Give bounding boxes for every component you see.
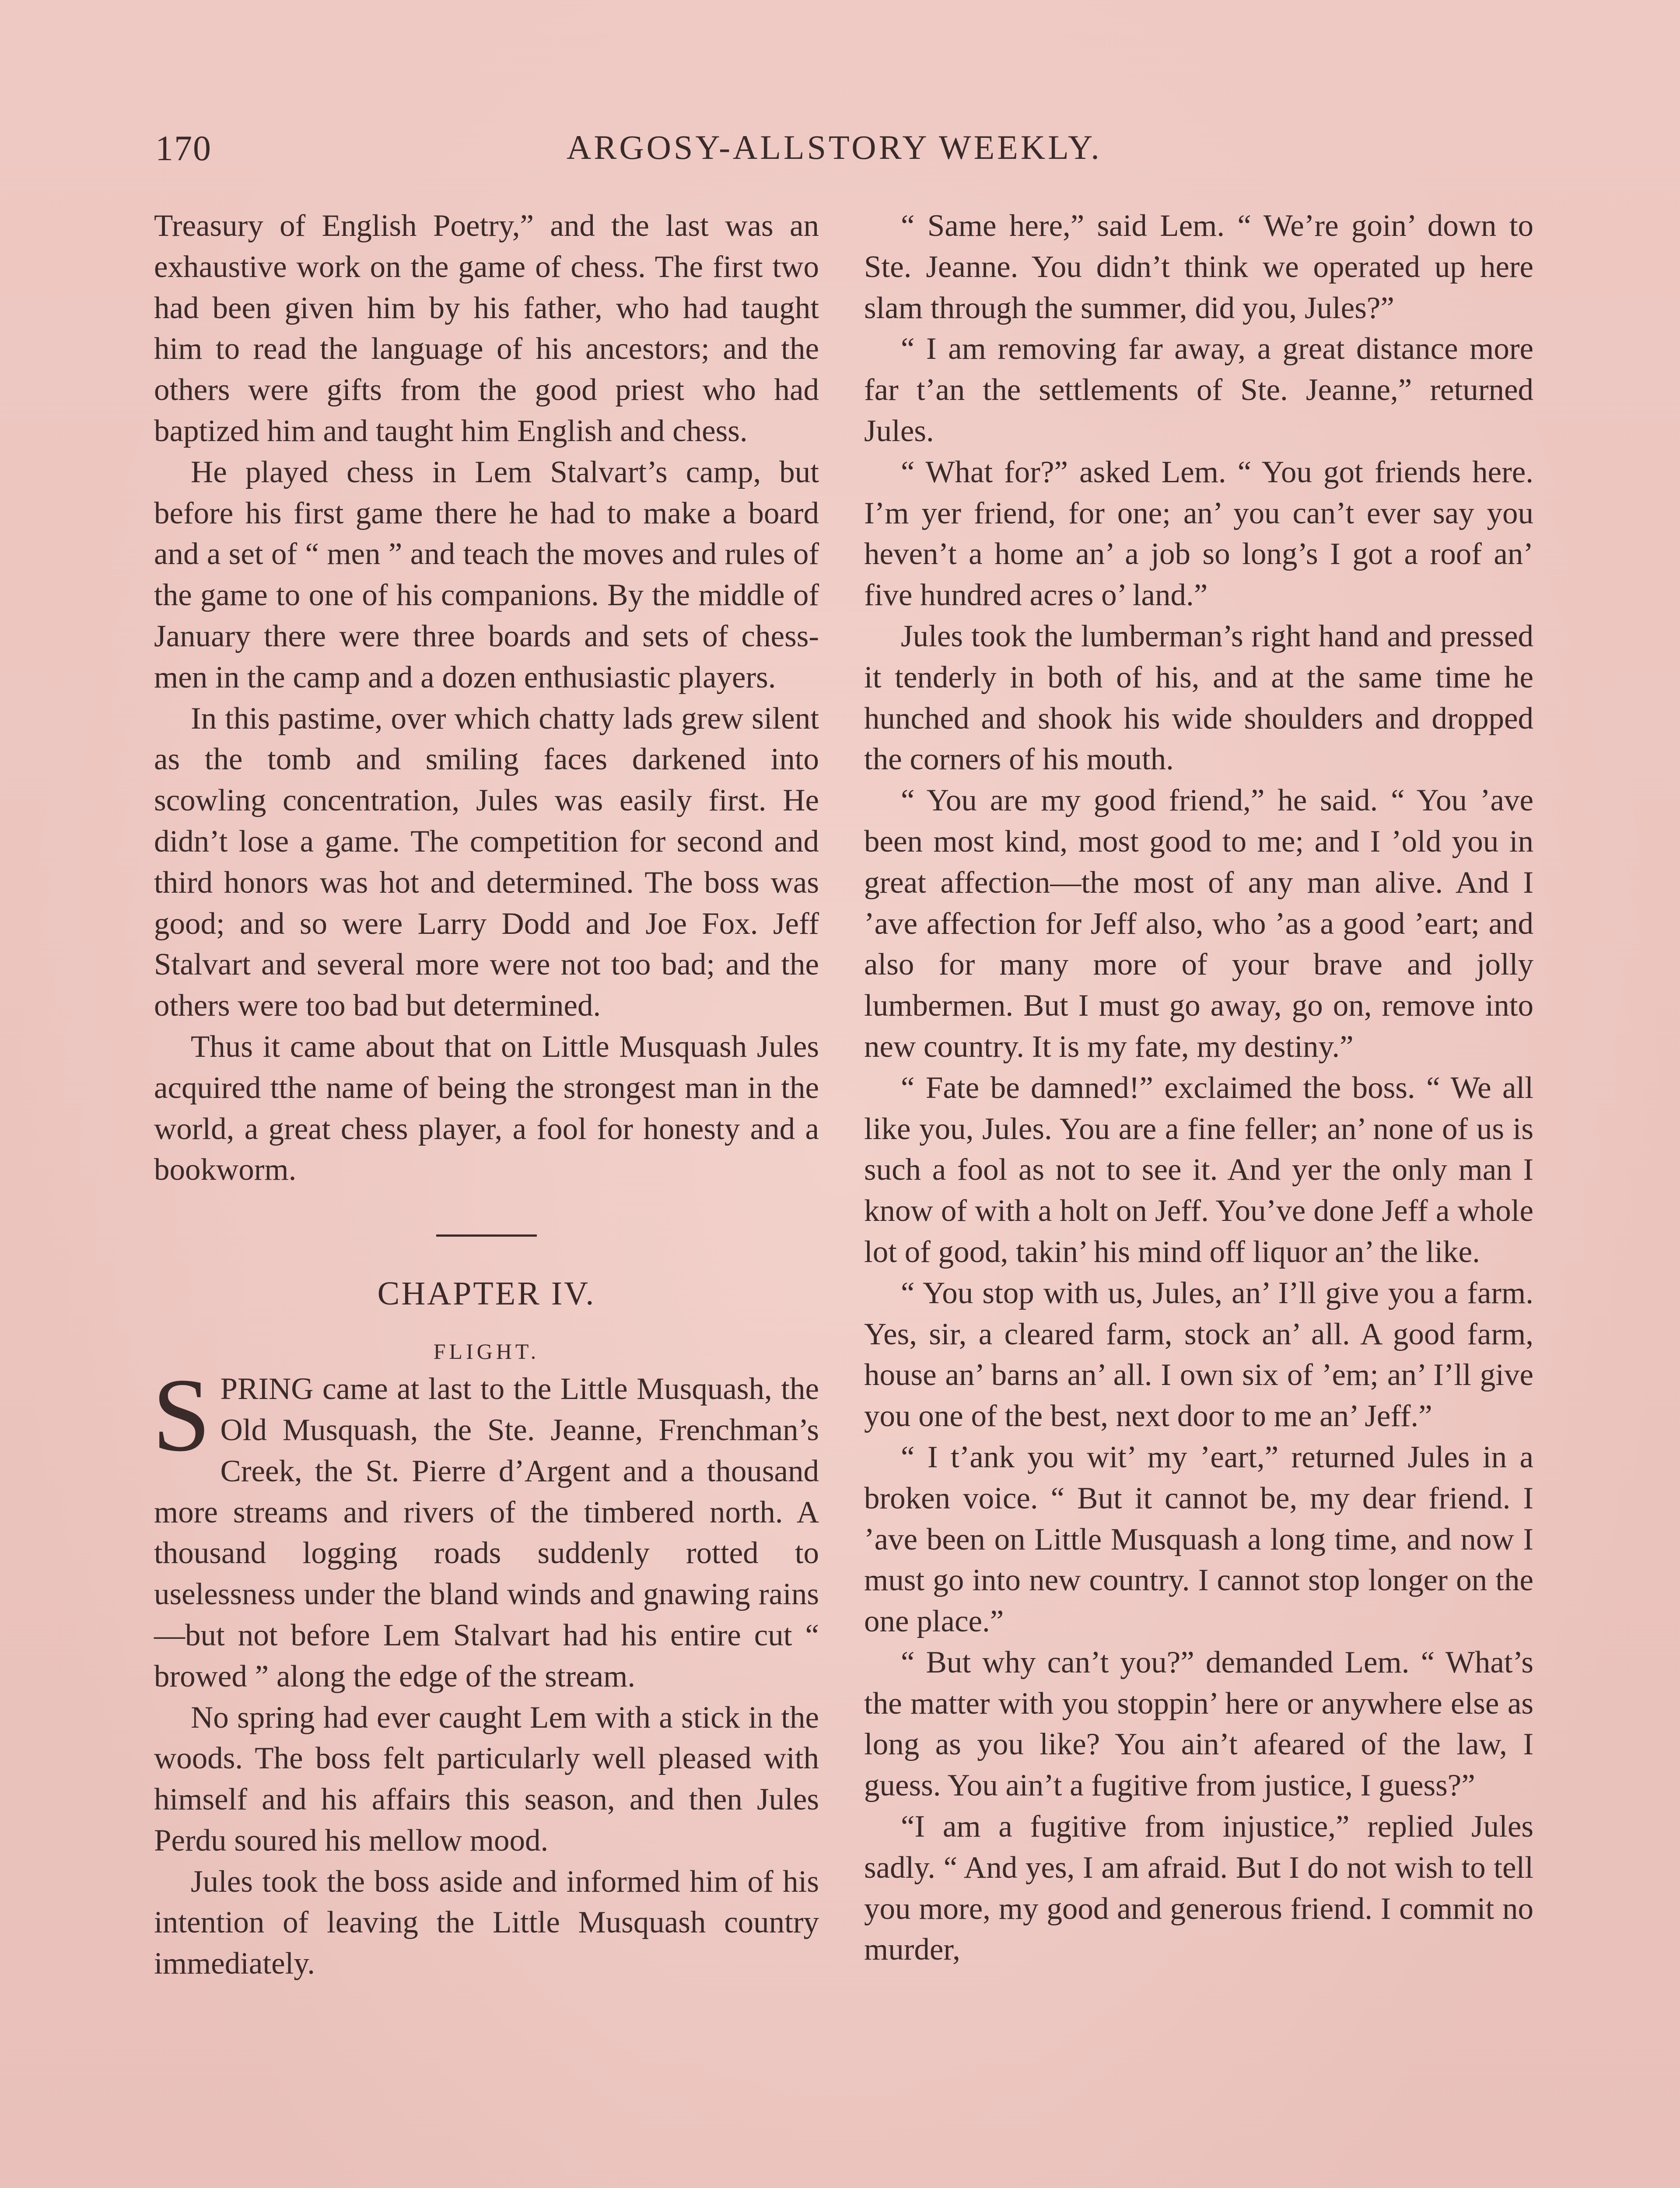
paragraph: He played chess in Lem Stalvart’s camp, but before his first game there he had to make a board and a set of “ men ” and teach the moves and rules of the game to one of his companions. By the middle of January there were three boards and sets of chess-men in the camp and a dozen enthusiastic players.: [154, 455, 819, 694]
paragraph: “ I am removing far away, a great distance more far t’an the settlements of Ste. Jeanne,” returned Jules.: [864, 332, 1533, 448]
drop-cap: S: [152, 1357, 211, 1473]
paragraph: Jules took the lumberman’s right hand and pressed it tenderly in both of his, and at the same time he hunched and shook his wide shoulders and dropped the corners of his mouth.: [864, 619, 1533, 777]
paragraph: “I am a fugitive from injustice,” replied Jules sadly. “ And yes, I am afraid. But I do not wish to tell you more, my good and generous friend. I commit no murder,: [864, 1809, 1533, 1967]
paragraph: “ You are my good friend,” he said. “ You ’ave been most kind, most good to me; and I ’old you in great affection—the most of any man alive. And I ’ave affection for Jeff also, who ’as a good ’eart; and also for many more of your brave and jolly lumbermen. But I must go away, go on, remove into new country. It is my fate, my destiny.”: [864, 783, 1533, 1064]
paragraph: Thus it came about that on Little Musquash Jules acquired tthe name of being the strongest man in the world, a great chess player, a fool for honesty and a bookworm.: [154, 1029, 819, 1187]
paragraph: “ Fate be damned!” exclaimed the boss. “ We all like you, Jules. You are a fine feller; an’ none of us is such a fool as not to see it. And yer the only man I know of with a holt on Jeff. You’ve done Jeff a whole lot of good, takin’ his mind off liquor an’ the like.: [864, 1070, 1533, 1269]
chapter-opening-paragraph: [152, 1357, 819, 1697]
paragraph: “ Same here,” said Lem. “ We’re goin’ down to Ste. Jeanne. You didn’t think we operated up here slam through the summer, did you, Jules?”: [864, 209, 1533, 325]
right-column: [864, 206, 1533, 1971]
paragraph: “ What for?” asked Lem. “ You got friends here. I’m yer friend, for one; an’ you can’t ever say you heven’t a home an’ a job so long’s I got a roof an’ five hundred acres o’ land.”: [864, 455, 1533, 613]
opening-text: PRING came at last to the Little Musquash, the Old Musquash, the Ste. Jeanne, Frenchman’s Creek, the St. Pierre d’Argent and a thousand more streams and rivers of the timbered north. A thousand logging roads suddenly rotted to uselessness under the bland winds and gnawing rains—but not before Lem Stalvart had his entire cut “ browed ” along the edge of the stream.: [154, 1372, 819, 1694]
paragraph: Treasury of English Poetry,” and the last was an exhaustive work on the game of chess. The first two had been given him by his father, who had taught him to read the language of his ancestors; and the others were gifts from the good priest who had baptized him and taught him English and chess.: [154, 209, 819, 448]
section-divider: [436, 1234, 537, 1237]
page-number: 170: [155, 128, 212, 168]
paragraph: No spring had ever caught Lem with a stick in the woods. The boss felt particularly well pleased with himself and his affairs this season, and then Jules Perdu soured his mellow mood.: [154, 1700, 819, 1858]
paragraph: Jules took the boss aside and informed him of his intention of leaving the Little Musquash country immediately.: [154, 1864, 819, 1981]
chapter-subtitle: FLIGHT.: [433, 1339, 540, 1364]
paragraph: In this pastime, over which chatty lads grew silent as the tomb and smiling faces darkened into scowling concentration, Jules was easily first. He didn’t lose a game. The competition for second and third honors was hot and determined. The boss was good; and so were Larry Dodd and Joe Fox. Jeff Stalvart and several more were not too bad; and the others were too bad but determined.: [154, 701, 819, 1023]
chapter-title: CHAPTER IV.: [377, 1275, 596, 1312]
left-column: [154, 206, 819, 1985]
running-head: [155, 128, 1542, 176]
paragraph: “ But why can’t you?” demanded Lem. “ What’s the matter with you stoppin’ here or anywhere else as long as you like? You ain’t afeared of the law, I guess. You ain’t a fugitive from justice, I guess?”: [864, 1645, 1533, 1803]
paragraph: “ You stop with us, Jules, an’ I’ll give you a farm. Yes, sir, a cleared farm, stock an’ all. A good farm, house an’ barns an’ all. I own six of ’em; an’ I’ll give you one of the best, next door to me an’ Jeff.”: [864, 1276, 1533, 1434]
journal-title: ARGOSY-ALLSTORY WEEKLY.: [567, 128, 1102, 166]
paragraph: “ I t’ank you wit’ my ’eart,” returned Jules in a broken voice. “ But it cannot be, my dear friend. I ’ave been on Little Musquash a long time, and now I must go into new country. I cannot stop longer on the one place.”: [864, 1440, 1533, 1639]
